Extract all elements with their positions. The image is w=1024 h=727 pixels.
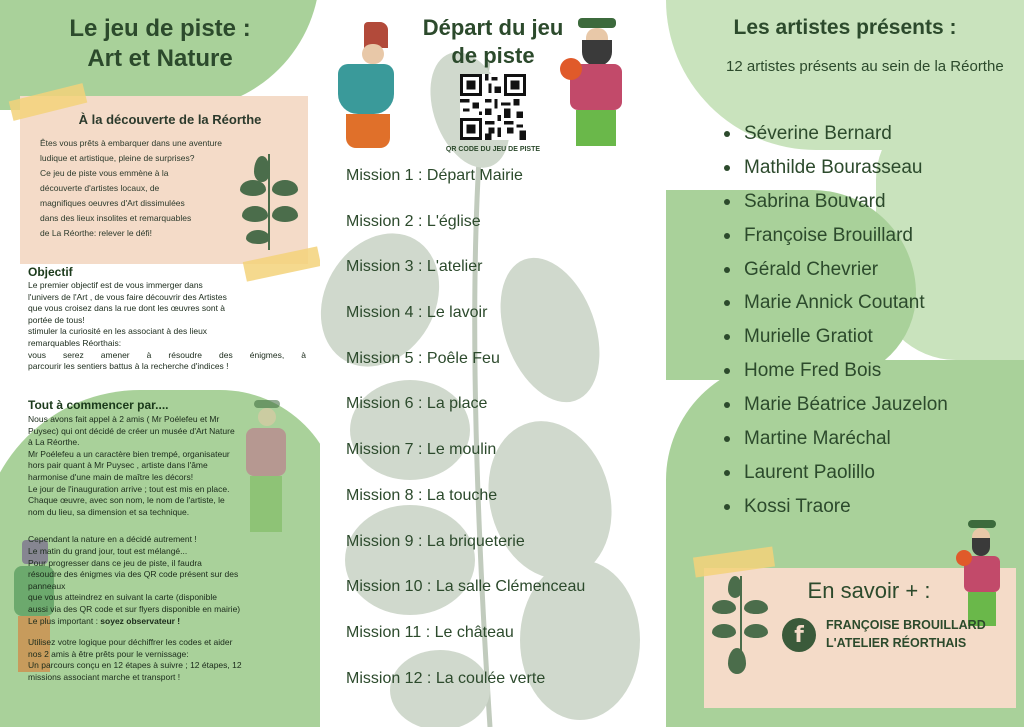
card-title: À la découverte de la Réorthe <box>78 112 262 127</box>
facebook-page-name[interactable]: L'ATELIER RÉORTHAIS <box>826 636 967 650</box>
mission-item: Mission 8 : La touche <box>346 486 498 504</box>
right-panel <box>666 0 1024 727</box>
objectif-text <box>28 280 306 373</box>
bullet-icon <box>724 131 730 137</box>
mission-item: Mission 7 : Le moulin <box>346 441 497 459</box>
bullet-icon <box>724 436 730 442</box>
artist-name: Marie Annick Coutant <box>744 292 925 314</box>
text-fragment: Le plus important : <box>28 615 101 626</box>
qr-label: QR CODE DU JEU DE PISTE <box>445 146 541 153</box>
artist-name: Françoise Brouillard <box>744 224 913 246</box>
artist-list <box>724 120 1014 527</box>
facebook-icon[interactable]: f <box>782 618 816 652</box>
right-title: Les artistes présents : <box>733 16 957 39</box>
text-line: de La Réorthe: relever le défi! <box>40 228 152 238</box>
artist-name: Kossi Traore <box>744 495 851 517</box>
list-item <box>724 425 1014 459</box>
artist-name: Laurent Paolillo <box>744 461 875 483</box>
text-line: nom du lieu, sa dimension et sa technique. <box>28 506 190 517</box>
text-line: que vous atteindrez en suivant la carte (disponible <box>28 592 218 603</box>
text-line: hors pair quant à Mr Puysec , artiste dans l'âme <box>28 460 208 471</box>
text-line <box>28 616 306 628</box>
text-line: remarquables Réorthais: <box>28 337 122 348</box>
card-text <box>40 136 260 241</box>
artist-name: Sabrina Bouvard <box>744 190 886 212</box>
text-line: Le matin du grand jour, tout est mélangé... <box>28 545 188 556</box>
tout-text <box>28 414 306 693</box>
bullet-icon <box>724 199 730 205</box>
text-line: Nous avons fait appel à 2 amis ( Mr Poélefeu et Mr <box>28 414 220 424</box>
artists-intro: 12 artistes présents au sein de la Réorthe <box>726 58 1004 75</box>
text-line: résoudre des énigmes via des QR code présent sur des <box>28 569 239 580</box>
bullet-icon <box>724 165 730 171</box>
text-line: Mr Poélefeu a un caractère bien trempé, organisateur <box>28 448 230 459</box>
list-item <box>724 391 1014 425</box>
mission-list <box>346 164 656 712</box>
text-line: Puysec) qui ont décidé de créer un musée d'Art Nature <box>28 425 235 436</box>
bullet-icon <box>724 233 730 239</box>
text-line: Êtes vous prêts à embarquer dans une aventure <box>40 138 222 148</box>
mission-item: Mission 10 : La salle Clémenceau <box>346 578 586 596</box>
text-line: que vous croisez dans la rue dont les œuvres sont à <box>28 303 226 314</box>
text-line: ludique et artistique, pleine de surprises? <box>40 153 195 163</box>
qr-code-icon[interactable] <box>460 74 526 140</box>
artist-name: Marie Béatrice Jauzelon <box>744 394 948 416</box>
text-line: vous serez amener à résoudre des énigmes, à <box>28 349 306 360</box>
artist-name: Home Fred Bois <box>744 360 882 382</box>
text-line: Un parcours conçu en 12 étapes à suivre ; 12 étapes, 12 <box>28 660 242 671</box>
artist-name: Mathilde Bourasseau <box>744 156 923 178</box>
list-item <box>724 459 1014 493</box>
emphasis-text: soyez observateur ! <box>100 615 181 626</box>
character-illustration <box>560 18 630 148</box>
list-item <box>724 222 1014 256</box>
bullet-icon <box>724 402 730 408</box>
bullet-icon <box>724 504 730 510</box>
text-line: dans des lieux insolites et remarquables <box>40 213 192 223</box>
title-line: de piste <box>451 43 535 68</box>
bullet-icon <box>724 300 730 306</box>
list-item <box>724 154 1014 188</box>
character-illustration <box>956 520 1006 630</box>
tout-title: Tout à commencer par.... <box>28 398 169 412</box>
mission-item: Mission 2 : L'église <box>346 212 481 230</box>
leaf-sprig-icon <box>712 576 772 676</box>
text-line: découverte d'artistes locaux, de <box>40 183 160 193</box>
text-line: magnifiques oeuvres d'Art dissimulées <box>40 198 185 208</box>
text-line: Cependant la nature en a décidé autrement ! <box>28 534 197 545</box>
artist-name: Gérald Chevrier <box>744 258 879 280</box>
title-line: Art et Nature <box>87 45 233 72</box>
text-line: Ce jeu de piste vous emmène à la <box>40 168 169 178</box>
text-line: nos 2 amis à être prêts pour le vernissage: <box>28 648 189 659</box>
text-line: Pour progresser dans ce jeu de piste, il faudra <box>28 557 202 568</box>
more-info-title: En savoir + : <box>807 578 931 603</box>
artist-name: Murielle Gratiot <box>744 326 873 348</box>
middle-panel <box>320 0 666 727</box>
leaf-sprig-icon <box>240 150 300 250</box>
bullet-icon <box>724 368 730 374</box>
list-item <box>724 323 1014 357</box>
text-line: missions associant marche et transport ! <box>28 671 181 682</box>
bullet-icon <box>724 267 730 273</box>
list-item <box>724 120 1014 154</box>
title-line: Départ du jeu <box>422 15 564 40</box>
text-line: à La Réorthe. <box>28 437 80 448</box>
text-line: panneaux <box>28 580 66 591</box>
text-line: Le premier objectif est de vous immerger dans <box>28 280 203 290</box>
title-line: Le jeu de piste : <box>69 15 251 42</box>
left-panel <box>0 0 320 727</box>
text-line: Utilisez votre logique pour déchiffrer les codes et aider <box>28 637 233 648</box>
mission-item: Mission 9 : La briqueterie <box>346 532 525 550</box>
mission-item: Mission 11 : Le château <box>346 623 514 641</box>
artist-name: Séverine Bernard <box>744 123 892 144</box>
text-line: Le jour de l'inauguration arrive ; tout est mis en place. <box>28 483 230 494</box>
facebook-page-name[interactable]: FRANÇOISE BROUILLARD <box>826 618 986 632</box>
text-line: harmonise d'une main de maître les décors! <box>28 471 194 482</box>
text-line: parcourir les sentiers battus à la recherche d'indices ! <box>28 361 229 372</box>
mission-item: Mission 6 : La place <box>346 395 488 413</box>
list-item <box>724 289 1014 323</box>
mission-item: Mission 3 : L'atelier <box>346 258 483 276</box>
mission-item: Mission 4 : Le lavoir <box>346 304 488 322</box>
objectif-title: Objectif <box>28 265 73 279</box>
list-item <box>724 256 1014 290</box>
list-item <box>724 188 1014 222</box>
mission-item: Mission 5 : Poêle Feu <box>346 349 500 367</box>
paragraph <box>28 637 306 683</box>
bullet-icon <box>724 334 730 340</box>
mission-item: Mission 1 : Départ Mairie <box>346 167 523 184</box>
text-line: aussi via des QR code et sur flyers disponible en mairie) <box>28 603 241 614</box>
paragraph <box>28 534 306 627</box>
character-illustration <box>332 22 402 152</box>
text-line: l'univers de l'Art , de vous faire découvrir des Artistes <box>28 291 227 302</box>
text-line: Chaque œuvre, avec son nom, le nom de l'artiste, le <box>28 495 225 506</box>
left-title <box>0 14 320 74</box>
list-item <box>724 357 1014 391</box>
bullet-icon <box>724 470 730 476</box>
paragraph <box>28 414 306 518</box>
text-line: portée de tous! <box>28 314 85 325</box>
mission-item: Mission 12 : La coulée verte <box>346 669 546 687</box>
artist-name: Martine Maréchal <box>744 428 891 450</box>
text-line: stimuler la curiosité en les associant à des lieux <box>28 326 208 337</box>
